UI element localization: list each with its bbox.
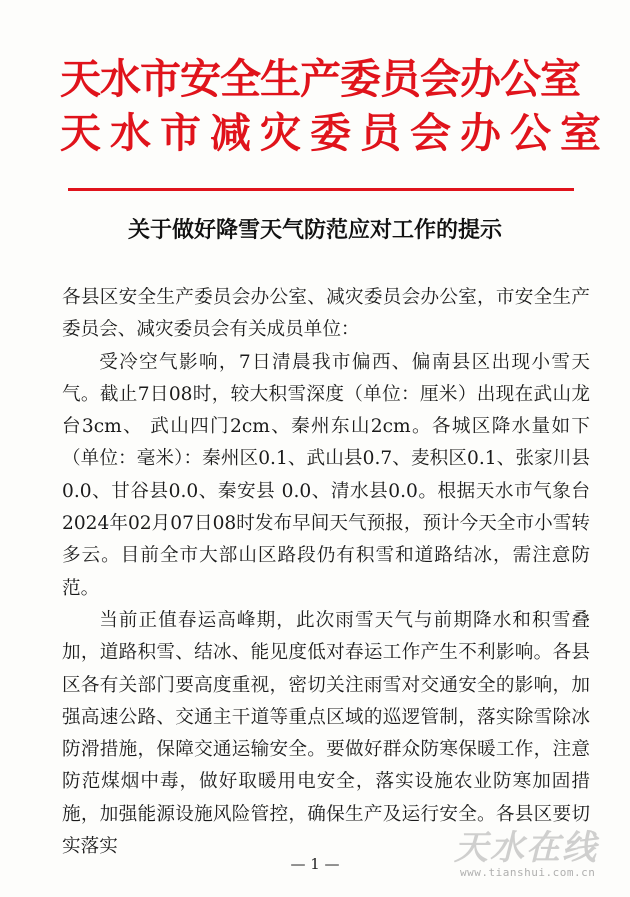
addressee-paragraph: 各县区安全生产委员会办公室、减灾委员会办公室，市安全生产委员会、减灾委员会有关成员单位： — [62, 287, 590, 341]
document-title: 关于做好降雪天气防范应对工作的提示 — [127, 217, 502, 243]
document-body — [62, 282, 590, 863]
watermark-url: www.tianshui.com.cn — [460, 866, 596, 879]
red-divider-rule — [68, 188, 574, 191]
watermark-logo-text: 天水在线 — [454, 828, 598, 868]
response-requirements-paragraph: 当前正值春运高峰期，此次雨雪天气与前期降水和积雪叠加，道路积雪、结冰、能见度低对春运工作产生不利影响。各县区各有关部门要高度重视，密切关注雨雪对交通安全的影响，加强高速公路、交通主干道等重点区域的巡逻管制，落实除雪除冰防滑措施，保障交通运输安全。要做好群众防寒保暖工作，注意防范煤烟中毒，做好取暖用电安全，落实设施农业防寒加固措施，加强能源设施风险管控，确保生产及运行安全。各县区要切实落实 — [62, 609, 590, 858]
issuing-authority-header — [60, 52, 610, 160]
page-number: — 1 — — [290, 855, 340, 873]
weather-situation-paragraph: 受冷空气影响，7日清晨我市偏西、偏南县区出现小雪天气。截止7日08时，较大积雪深度（单位：厘米）出现在武山龙台3cm、 武山四门2cm、秦州东山2cm。各城区降水量如下（单位：毫米）：秦州区0.1、武山县0.7、麦积区0.1、张家川县0.0、甘谷县0.0、秦安县 0.0、清水县0.0。根据天水市气象台2024年02月07日08时发布早间天气预报，预计今天全市小雪转多云。目前全市大部山区路段仍有积雪和道路结冰，需注意防范。 — [62, 351, 590, 599]
header-line-disaster-office: 天水市减灾委员会办公室 — [60, 109, 610, 157]
header-line-safety-office: 天水市安全生产委员会办公室 — [60, 55, 580, 103]
